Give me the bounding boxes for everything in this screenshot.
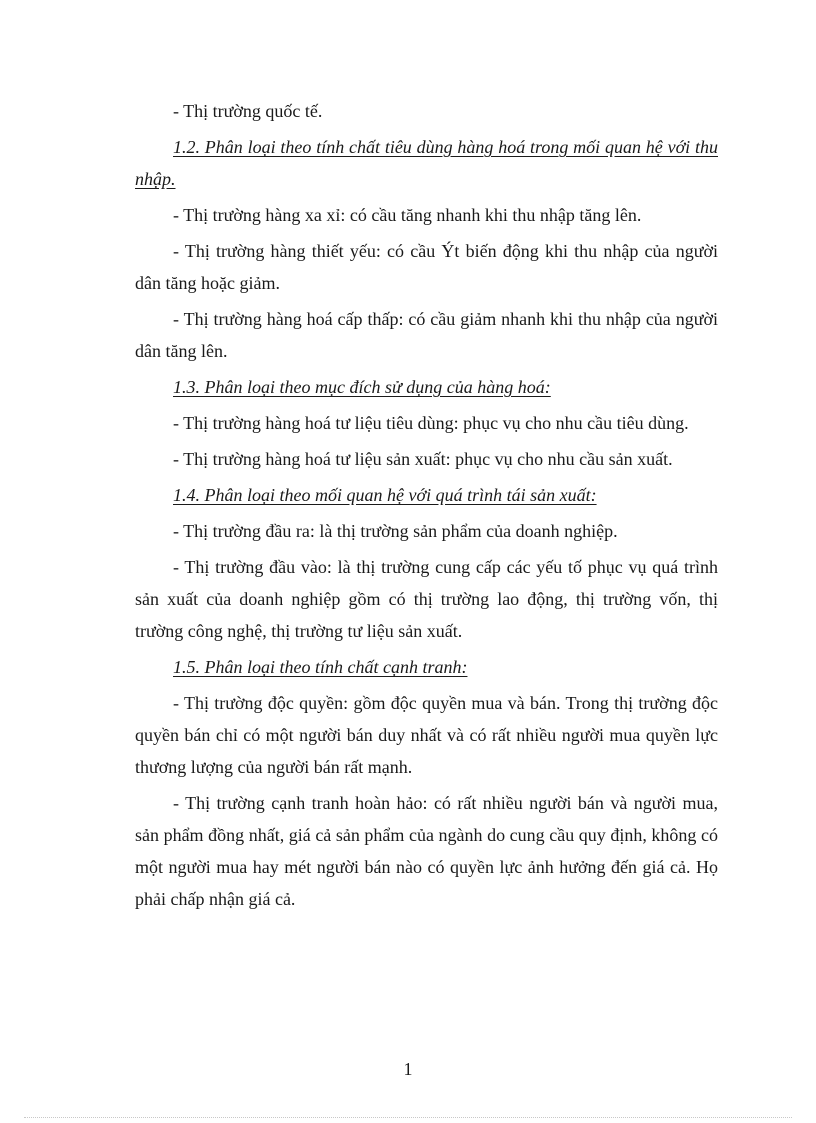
page-bottom-divider <box>24 1117 792 1118</box>
list-item: - Thị trường độc quyền: gồm độc quyền mua và bán. Trong thị trường độc quyền bán chỉ có một người bán duy nhất và có rất nhiều người mua quyền lực thương lượng của người bán rất mạnh. <box>135 693 718 777</box>
section-heading: 1.2. Phân loại theo tính chất tiêu dùng hàng hoá trong mối quan hệ với thu nhập. <box>135 137 718 189</box>
section-heading: 1.5. Phân loại theo tính chất cạnh tranh: <box>173 657 468 677</box>
list-item: - Thị trường cạnh tranh hoàn hảo: có rất nhiều người bán và người mua, sản phẩm đồng nhất, giá cả sản phẩm của ngành do cung cầu quy định, không có một người mua hay mét người bán nào có quyền lực ảnh hưởng đến giá cả. Họ phải chấp nhận giá cả. <box>135 793 718 909</box>
list-item: - Thị trường hàng thiết yếu: có cầu Ýt biến động khi thu nhập của người dân tăng hoặc giảm. <box>135 241 718 293</box>
page-number: 1 <box>403 1059 413 1079</box>
list-item: - Thị trường đầu vào: là thị trường cung cấp các yếu tố phục vụ quá trình sản xuất của doanh nghiệp gồm có thị trường lao động, thị trường vốn, thị trường công nghệ, thị trường tư liệu sản xuất. <box>135 557 718 641</box>
section-heading: 1.3. Phân loại theo mục đích sử dụng của hàng hoá: <box>173 377 551 397</box>
section-heading: 1.4. Phân loại theo mối quan hệ với quá trình tái sản xuất: <box>173 485 597 505</box>
list-item: - Thị trường hàng hoá tư liệu sản xuất: phục vụ cho nhu cầu sản xuất. <box>173 449 673 469</box>
list-item: - Thị trường hàng hoá cấp thấp: có cầu giảm nhanh khi thu nhập của người dân tăng lên. <box>135 309 718 361</box>
list-item: - Thị trường quốc tế. <box>173 101 323 121</box>
list-item: - Thị trường hàng hoá tư liệu tiêu dùng: phục vụ cho nhu cầu tiêu dùng. <box>173 413 689 433</box>
list-item: - Thị trường hàng xa xỉ: có cầu tăng nhanh khi thu nhập tăng lên. <box>173 205 642 225</box>
list-item: - Thị trường đầu ra: là thị trường sản phẩm của doanh nghiệp. <box>173 521 618 541</box>
document-page <box>135 95 718 919</box>
